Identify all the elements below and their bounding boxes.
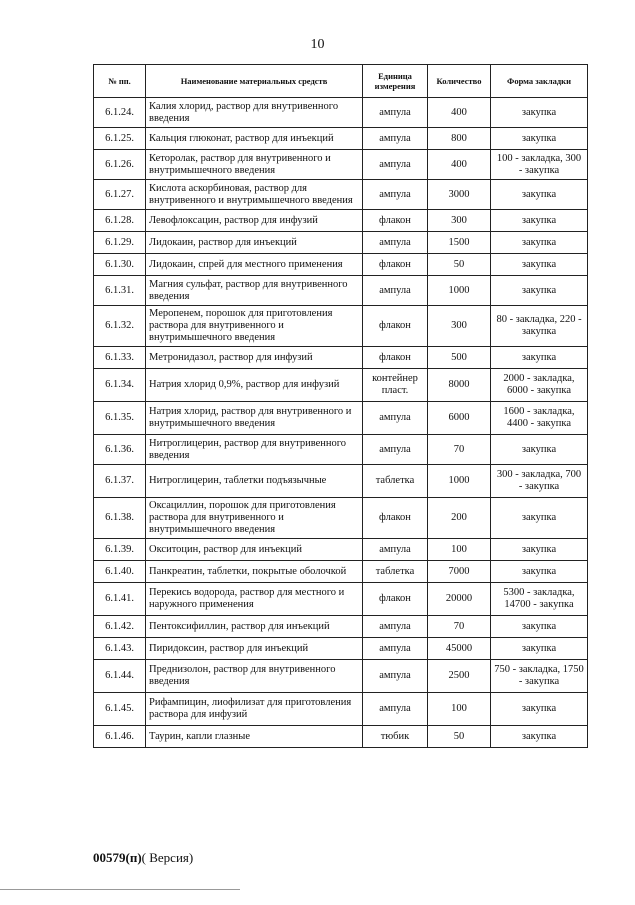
cell-name: Пентоксифиллин, раствор для инъекций — [146, 616, 363, 638]
table-header-row — [94, 65, 588, 98]
cell-name: Пиридоксин, раствор для инъекций — [146, 638, 363, 660]
cell-unit: ампула — [363, 150, 428, 180]
cell-unit: таблетка — [363, 465, 428, 498]
cell-num: 6.1.43. — [94, 638, 146, 660]
cell-qty: 800 — [428, 128, 491, 150]
cell-unit: ампула — [363, 693, 428, 726]
cell-num: 6.1.41. — [94, 583, 146, 616]
cell-qty: 400 — [428, 98, 491, 128]
cell-name: Кислота аскорбиновая, раствор для внутривенного и внутримышечного введения — [146, 180, 363, 210]
cell-form: 300 - закладка, 700 - закупка — [491, 465, 588, 498]
cell-form: закупка — [491, 254, 588, 276]
cell-num: 6.1.36. — [94, 435, 146, 465]
cell-form: закупка — [491, 561, 588, 583]
cell-qty: 70 — [428, 616, 491, 638]
cell-num: 6.1.37. — [94, 465, 146, 498]
cell-name: Перекись водорода, раствор для местного и наружного применения — [146, 583, 363, 616]
cell-name: Окситоцин, раствор для инъекций — [146, 539, 363, 561]
cell-name: Кальция глюконат, раствор для инъекций — [146, 128, 363, 150]
cell-num: 6.1.27. — [94, 180, 146, 210]
table-row — [94, 616, 588, 638]
table-row — [94, 498, 588, 539]
cell-num: 6.1.30. — [94, 254, 146, 276]
document-version: ( Версия) — [141, 850, 194, 865]
cell-qty: 20000 — [428, 583, 491, 616]
cell-qty: 300 — [428, 306, 491, 347]
cell-form: закупка — [491, 693, 588, 726]
cell-name: Лидокаин, раствор для инъекций — [146, 232, 363, 254]
materials-table — [93, 64, 588, 748]
cell-name: Преднизолон, раствор для внутривенного введения — [146, 660, 363, 693]
cell-qty: 200 — [428, 498, 491, 539]
cell-num: 6.1.33. — [94, 347, 146, 369]
table-row — [94, 128, 588, 150]
cell-unit: ампула — [363, 232, 428, 254]
cell-unit: ампула — [363, 98, 428, 128]
cell-qty: 2500 — [428, 660, 491, 693]
page-number: 10 — [310, 37, 325, 52]
table-row — [94, 369, 588, 402]
cell-name: Нитроглицерин, раствор для внутривенного введения — [146, 435, 363, 465]
cell-qty: 45000 — [428, 638, 491, 660]
cell-qty: 300 — [428, 210, 491, 232]
cell-qty: 500 — [428, 347, 491, 369]
cell-qty: 6000 — [428, 402, 491, 435]
table-row — [94, 693, 588, 726]
cell-form: закупка — [491, 435, 588, 465]
table-row — [94, 180, 588, 210]
cell-qty: 1500 — [428, 232, 491, 254]
cell-qty: 1000 — [428, 465, 491, 498]
cell-num: 6.1.32. — [94, 306, 146, 347]
table-row — [94, 150, 588, 180]
table-row — [94, 402, 588, 435]
table-row — [94, 583, 588, 616]
cell-name: Таурин, капли глазные — [146, 726, 363, 748]
cell-unit: контейнер пласт. — [363, 369, 428, 402]
cell-num: 6.1.45. — [94, 693, 146, 726]
cell-form: закупка — [491, 638, 588, 660]
cell-qty: 50 — [428, 254, 491, 276]
cell-name: Лидокаин, спрей для местного применения — [146, 254, 363, 276]
cell-name: Меропенем, порошок для приготовления раствора для внутривенного и внутримышечного введения — [146, 306, 363, 347]
cell-qty: 1000 — [428, 276, 491, 306]
table-row — [94, 347, 588, 369]
table-row — [94, 210, 588, 232]
header-qty: Количество — [428, 65, 491, 98]
cell-unit: ампула — [363, 435, 428, 465]
cell-num: 6.1.39. — [94, 539, 146, 561]
cell-form: 100 - закладка, 300 - закупка — [491, 150, 588, 180]
cell-unit: ампула — [363, 402, 428, 435]
cell-form: закупка — [491, 276, 588, 306]
cell-qty: 7000 — [428, 561, 491, 583]
cell-name: Оксациллин, порошок для приготовления раствора для внутривенного и внутримышечного введения — [146, 498, 363, 539]
cell-unit: флакон — [363, 306, 428, 347]
cell-name: Натрия хлорид 0,9%, раствор для инфузий — [146, 369, 363, 402]
cell-unit: флакон — [363, 583, 428, 616]
cell-form: закупка — [491, 210, 588, 232]
cell-num: 6.1.46. — [94, 726, 146, 748]
cell-num: 6.1.35. — [94, 402, 146, 435]
cell-name: Рифампицин, лиофилизат для приготовления раствора для инфузий — [146, 693, 363, 726]
table-row — [94, 254, 588, 276]
cell-name: Левофлоксацин, раствор для инфузий — [146, 210, 363, 232]
cell-qty: 50 — [428, 726, 491, 748]
cell-num: 6.1.26. — [94, 150, 146, 180]
table-row — [94, 539, 588, 561]
table-row — [94, 306, 588, 347]
table-row — [94, 638, 588, 660]
cell-unit: ампула — [363, 660, 428, 693]
table-row — [94, 465, 588, 498]
cell-form: 1600 - закладка, 4400 - закупка — [491, 402, 588, 435]
cell-num: 6.1.42. — [94, 616, 146, 638]
cell-num: 6.1.40. — [94, 561, 146, 583]
cell-num: 6.1.28. — [94, 210, 146, 232]
cell-form: закупка — [491, 180, 588, 210]
cell-unit: ампула — [363, 616, 428, 638]
cell-form: 80 - закладка, 220 - закупка — [491, 306, 588, 347]
cell-unit: флакон — [363, 210, 428, 232]
document-code: 00579(п) — [93, 850, 142, 865]
header-num: № пп. — [94, 65, 146, 98]
cell-form: закупка — [491, 128, 588, 150]
cell-qty: 3000 — [428, 180, 491, 210]
cell-num: 6.1.34. — [94, 369, 146, 402]
cell-unit: ампула — [363, 638, 428, 660]
header-form: Форма закладки — [491, 65, 588, 98]
cell-unit: ампула — [363, 276, 428, 306]
cell-name: Натрия хлорид, раствор для внутривенного и внутримышечного введения — [146, 402, 363, 435]
cell-unit: флакон — [363, 254, 428, 276]
cell-unit: флакон — [363, 347, 428, 369]
table-row — [94, 232, 588, 254]
cell-qty: 400 — [428, 150, 491, 180]
cell-form: 2000 - закладка, 6000 - закупка — [491, 369, 588, 402]
cell-form: закупка — [491, 616, 588, 638]
cell-qty: 8000 — [428, 369, 491, 402]
document-footer — [93, 850, 193, 866]
cell-name: Нитроглицерин, таблетки подъязычные — [146, 465, 363, 498]
cell-num: 6.1.38. — [94, 498, 146, 539]
cell-name: Магния сульфат, раствор для внутривенного введения — [146, 276, 363, 306]
footer-divider — [0, 889, 240, 890]
table-row — [94, 98, 588, 128]
cell-form: закупка — [491, 347, 588, 369]
cell-num: 6.1.24. — [94, 98, 146, 128]
cell-num: 6.1.31. — [94, 276, 146, 306]
table-row — [94, 660, 588, 693]
cell-unit: флакон — [363, 498, 428, 539]
cell-name: Метронидазол, раствор для инфузий — [146, 347, 363, 369]
cell-num: 6.1.44. — [94, 660, 146, 693]
cell-form: закупка — [491, 498, 588, 539]
cell-name: Панкреатин, таблетки, покрытые оболочкой — [146, 561, 363, 583]
cell-unit: ампула — [363, 180, 428, 210]
cell-form: закупка — [491, 539, 588, 561]
cell-form: 750 - закладка, 1750 - закупка — [491, 660, 588, 693]
header-unit: Единица измерения — [363, 65, 428, 98]
cell-form: 5300 - закладка, 14700 - закупка — [491, 583, 588, 616]
cell-unit: таблетка — [363, 561, 428, 583]
table-row — [94, 435, 588, 465]
cell-form: закупка — [491, 232, 588, 254]
cell-num: 6.1.29. — [94, 232, 146, 254]
table-row — [94, 561, 588, 583]
cell-qty: 70 — [428, 435, 491, 465]
cell-qty: 100 — [428, 539, 491, 561]
table-row — [94, 726, 588, 748]
cell-name: Кеторолак, раствор для внутривенного и внутримышечного введения — [146, 150, 363, 180]
cell-form: закупка — [491, 726, 588, 748]
table-row — [94, 276, 588, 306]
cell-unit: ампула — [363, 128, 428, 150]
table-body — [94, 98, 588, 748]
cell-form: закупка — [491, 98, 588, 128]
header-name: Наименование материальных средств — [146, 65, 363, 98]
cell-qty: 100 — [428, 693, 491, 726]
cell-unit: тюбик — [363, 726, 428, 748]
cell-name: Калия хлорид, раствор для внутривенного введения — [146, 98, 363, 128]
cell-num: 6.1.25. — [94, 128, 146, 150]
cell-unit: ампула — [363, 539, 428, 561]
